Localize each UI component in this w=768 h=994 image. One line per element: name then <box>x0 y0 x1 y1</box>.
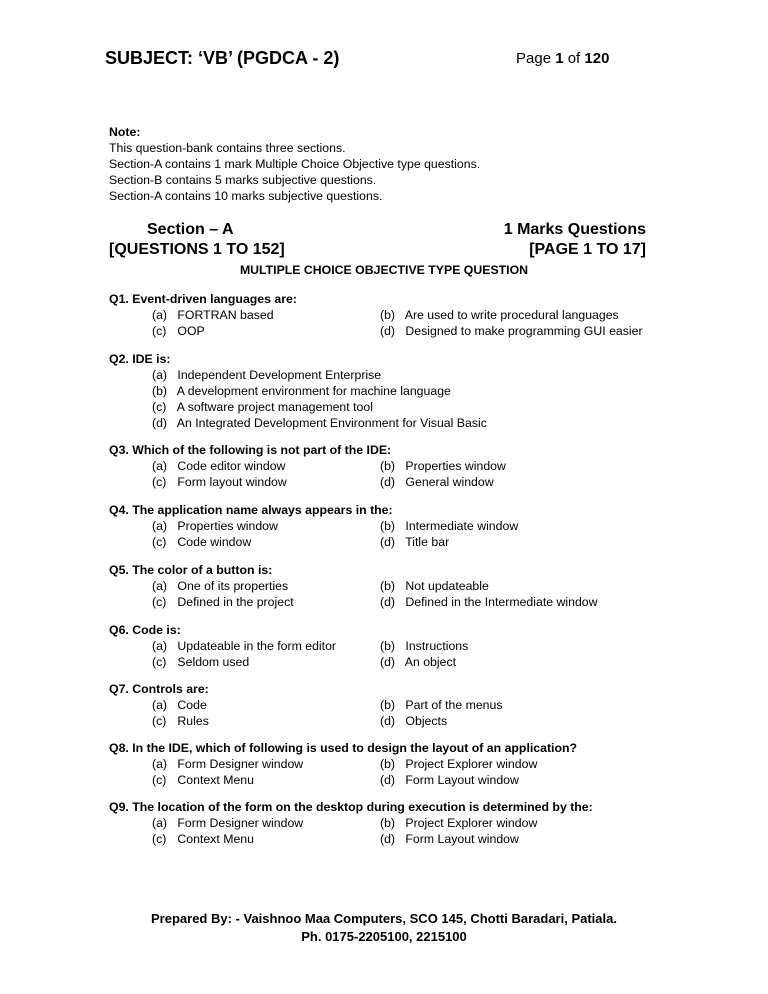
option: (a) Code <box>152 698 207 712</box>
question-2: Q2. IDE is: <box>109 352 171 366</box>
question-8: Q8. In the IDE, which of following is used to design the layout of an application? <box>109 741 577 755</box>
question-6: Q6. Code is: <box>109 623 181 637</box>
option: (c) A software project management tool <box>152 400 373 414</box>
option: (b) Instructions <box>380 639 469 653</box>
note-title: Note: <box>109 125 141 139</box>
section-marks: 1 Marks Questions <box>503 221 646 238</box>
page-indicator: Page 1 of 120 <box>516 50 610 67</box>
section-range: [QUESTIONS 1 TO 152] <box>109 241 285 258</box>
note-line: Section-B contains 5 marks subjective questions. <box>109 173 377 187</box>
footer <box>0 910 768 946</box>
option: (c) Context Menu <box>152 832 254 846</box>
option: (b) Are used to write procedural languages <box>380 308 619 322</box>
option: (a) FORTRAN based <box>152 308 274 322</box>
footer-line-2: Ph. 0175-2205100, 2215100 <box>301 929 467 944</box>
option: (c) Seldom used <box>152 655 250 669</box>
page-total: 120 <box>584 50 610 67</box>
option: (d) Objects <box>380 714 448 728</box>
option: (b) A development environment for machine language <box>152 384 451 398</box>
option: (a) Independent Development Enterprise <box>152 368 382 382</box>
section-subheading: MULTIPLE CHOICE OBJECTIVE TYPE QUESTION <box>239 263 529 277</box>
option: (d) Form Layout window <box>380 832 519 846</box>
option: (d) Title bar <box>380 535 450 549</box>
footer-line-1: Prepared By: - Vaishnoo Maa Computers, SCO 145, Chotti Baradari, Patiala. <box>151 911 617 926</box>
note-block <box>109 124 480 204</box>
question-1: Q1. Event-driven languages are: <box>109 292 297 306</box>
question-7: Q7. Controls are: <box>109 682 209 696</box>
question-5: Q5. The color of a button is: <box>109 563 273 577</box>
option: (b) Not updateable <box>380 579 489 593</box>
option: (a) Form Designer window <box>152 757 304 771</box>
option: (c) Form layout window <box>152 475 287 489</box>
option: (a) Updateable in the form editor <box>152 639 337 653</box>
option: (d) General window <box>380 475 494 489</box>
option: (b) Intermediate window <box>380 519 519 533</box>
question-9: Q9. The location of the form on the desktop during execution is determined by the: <box>109 800 593 814</box>
option: (c) Code window <box>152 535 252 549</box>
page-number: 1 <box>555 50 564 67</box>
section-marks-heading <box>504 220 646 260</box>
option: (a) One of its properties <box>152 579 289 593</box>
option: (c) Rules <box>152 714 209 728</box>
option: (b) Part of the menus <box>380 698 503 712</box>
section-heading <box>109 220 285 260</box>
subject-title: SUBJECT: ‘VB’ (PGDCA - 2) <box>105 48 340 68</box>
option: (a) Form Designer window <box>152 816 304 830</box>
option: (d) Form Layout window <box>380 773 519 787</box>
option: (d) An object <box>380 655 457 669</box>
option: (b) Project Explorer window <box>380 757 538 771</box>
section-name: Section – A <box>147 221 234 238</box>
option: (d) Defined in the Intermediate window <box>380 595 598 609</box>
option: (c) OOP <box>152 324 205 338</box>
option: (c) Defined in the project <box>152 595 294 609</box>
question-3: Q3. Which of the following is not part of the IDE: <box>109 443 392 457</box>
note-line: Section-A contains 10 marks subjective questions. <box>109 189 383 203</box>
option: (d) Designed to make programming GUI easier <box>380 324 643 338</box>
note-line: Section-A contains 1 mark Multiple Choice Objective type questions. <box>109 157 481 171</box>
option: (b) Project Explorer window <box>380 816 538 830</box>
option: (a) Properties window <box>152 519 278 533</box>
note-line: This question-bank contains three sections. <box>109 141 346 155</box>
option: (d) An Integrated Development Environment for Visual Basic <box>152 416 487 430</box>
option: (c) Context Menu <box>152 773 254 787</box>
option: (a) Code editor window <box>152 459 286 473</box>
option: (b) Properties window <box>380 459 506 473</box>
section-pages: [PAGE 1 TO 17] <box>529 241 646 258</box>
question-4: Q4. The application name always appears in the: <box>109 503 393 517</box>
